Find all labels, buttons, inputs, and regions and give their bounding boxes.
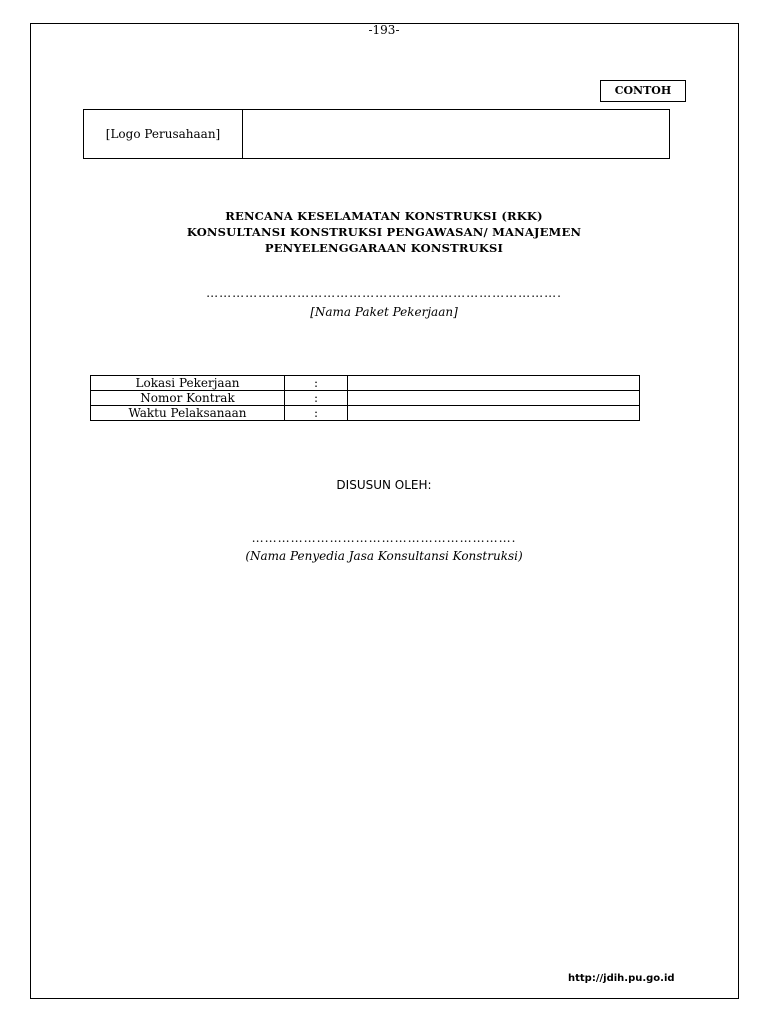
table-row <box>91 406 640 421</box>
logo-placeholder: [Logo Perusahaan] <box>84 110 243 158</box>
prepared-by-label: DISUSUN OLEH: <box>336 478 432 492</box>
project-info-table <box>90 375 640 421</box>
project-name-dotted-line: ………………………………………………………………………. <box>206 286 562 300</box>
row-separator: : <box>285 376 348 391</box>
title-line-2: KONSULTANSI KONSTRUKSI PENGAWASAN/ MANAJEMEN <box>186 225 582 239</box>
table-row <box>91 376 640 391</box>
row-value <box>348 391 640 406</box>
provider-name-dotted-line: ……………………………………………………. <box>251 531 517 545</box>
footer-url: http://jdih.pu.go.id <box>568 973 675 984</box>
title-line-3: PENYELENGGARAAN KONSTRUKSI <box>264 241 504 255</box>
title-line-1: RENCANA KESELAMATAN KONSTRUKSI (RKK) <box>225 209 543 223</box>
row-separator: : <box>285 406 348 421</box>
example-badge: CONTOH <box>600 80 686 102</box>
header-empty-cell <box>243 110 669 158</box>
provider-name-caption: (Nama Penyedia Jasa Konsultansi Konstruksi) <box>245 549 523 563</box>
row-label: Lokasi Pekerjaan <box>91 376 285 391</box>
row-label: Waktu Pelaksanaan <box>91 406 285 421</box>
row-value <box>348 406 640 421</box>
table-row <box>91 391 640 406</box>
row-label: Nomor Kontrak <box>91 391 285 406</box>
logo-header-box <box>83 109 670 159</box>
document-title <box>0 208 768 256</box>
row-value <box>348 376 640 391</box>
page-frame <box>30 23 739 999</box>
page-number: -193- <box>368 23 400 37</box>
project-name-caption: [Nama Paket Pekerjaan] <box>310 305 458 319</box>
row-separator: : <box>285 391 348 406</box>
